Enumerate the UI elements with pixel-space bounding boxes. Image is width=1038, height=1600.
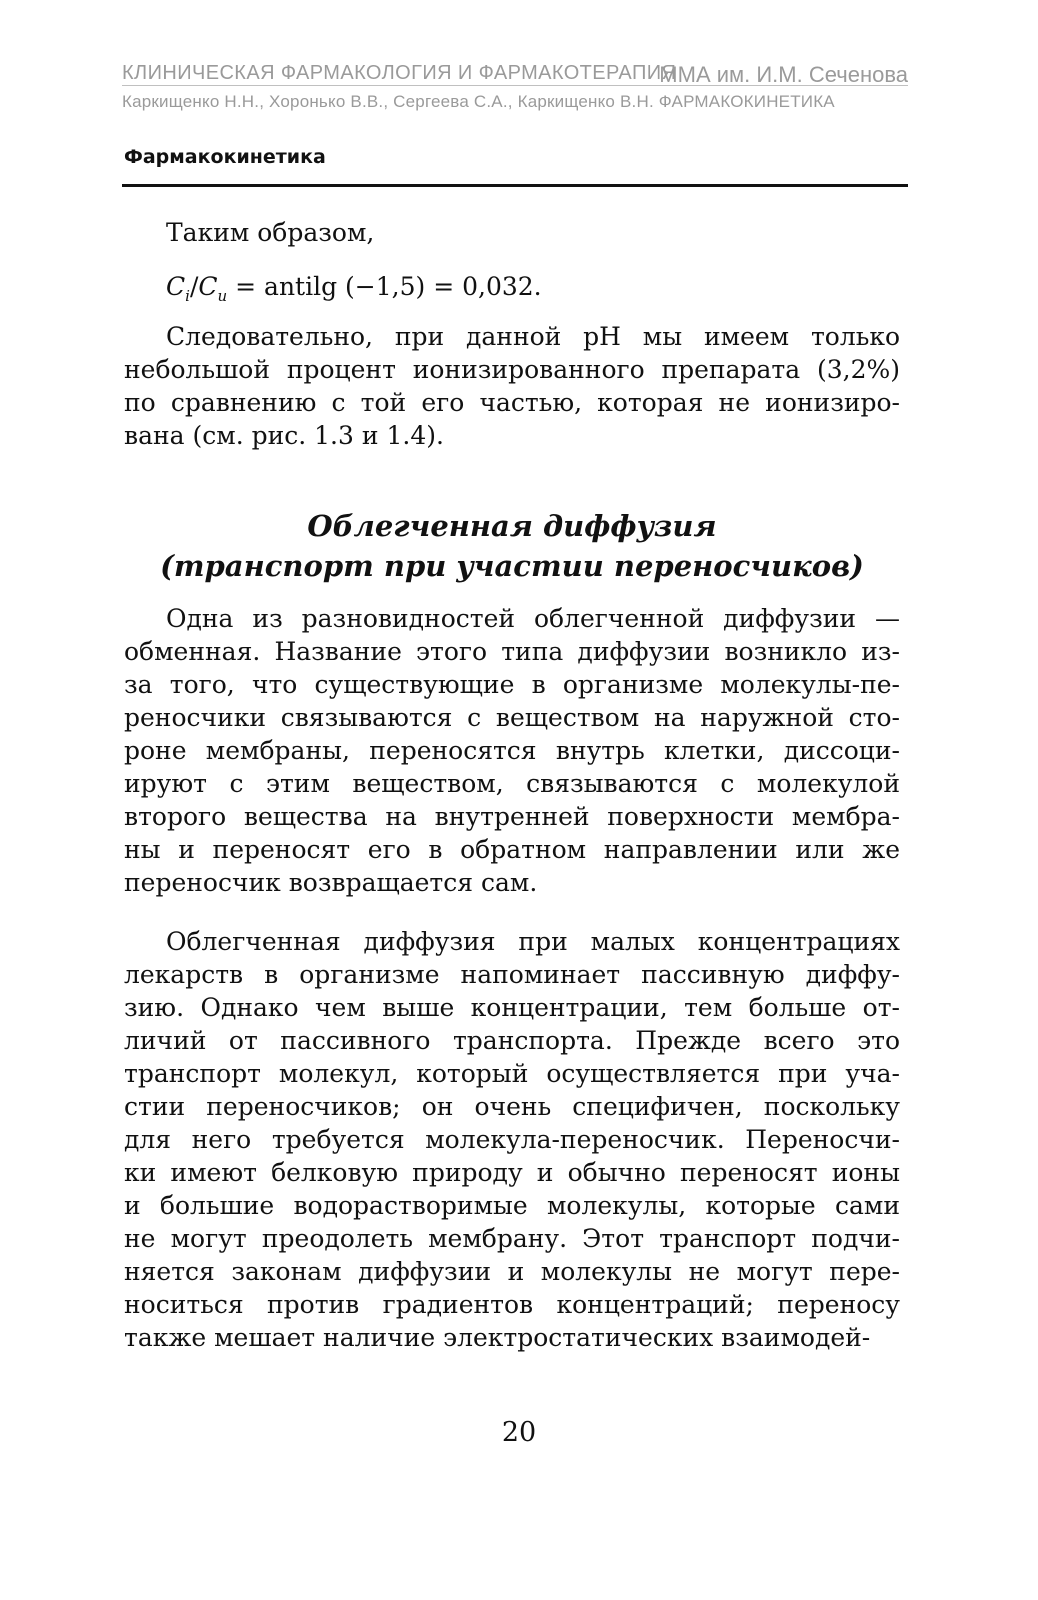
intro-text xyxy=(124,216,900,249)
paragraph-2 xyxy=(124,925,900,1354)
paragraph-1 xyxy=(124,602,900,899)
running-header-top xyxy=(122,62,908,85)
text-line: переносчик возвращается сам. xyxy=(124,868,538,897)
text-line: лекарств в организме напоминает пассивную диффу- xyxy=(124,960,900,989)
text-line: за того, что существующие в организме молекулы-пе- xyxy=(124,670,900,699)
institution-name: ММА им. И.М. Сеченова xyxy=(659,62,908,87)
text-line: няется законам диффузии и молекулы не могут пере- xyxy=(124,1257,900,1286)
text-line: Облегченная диффузия при малых концентрациях xyxy=(166,927,900,956)
conclusion-paragraph xyxy=(124,320,900,452)
formula-denominator-sub: u xyxy=(217,287,228,305)
formula-numerator: C xyxy=(166,272,186,301)
text-line: по сравнению с той его частью, которая не ионизиро- xyxy=(124,388,900,417)
text-line: обменная. Название этого типа диффузии возникло из- xyxy=(124,637,900,666)
ionization-formula: $C_i/C_u$ = antilg (−1,5) = 0,032. xyxy=(166,272,542,305)
page-number: 20 xyxy=(501,1417,537,1448)
text-line: Следовательно, при данной pH мы имеем только xyxy=(166,322,900,351)
text-line: также мешает наличие электростатических взаимодей- xyxy=(124,1323,871,1352)
intro-line: Таким образом, xyxy=(166,218,375,247)
section-title: Фармакокинетика xyxy=(124,146,326,168)
subsection-title-line2: (транспорт при участии переносчиков) xyxy=(160,549,864,583)
formula-numerator-sub: i xyxy=(185,287,190,305)
section-rule xyxy=(122,184,908,187)
formula-denominator: C xyxy=(198,272,218,301)
subsection-title xyxy=(124,506,900,586)
text-line: стии переносчиков; он очень специфичен, поскольку xyxy=(124,1092,900,1121)
header-divider xyxy=(122,85,908,86)
text-line: реносчики связываются с веществом на наружной сто- xyxy=(124,703,900,732)
text-line: транспорт молекул, который осуществляется при уча- xyxy=(124,1059,900,1088)
text-line: не могут преодолеть мембрану. Этот транспорт подчи- xyxy=(124,1224,900,1253)
text-line: Одна из разновидностей облегченной диффузии — xyxy=(166,604,900,633)
text-line: вана (см. рис. 1.3 и 1.4). xyxy=(124,421,444,450)
text-line: носиться против градиентов концентраций; переносу xyxy=(124,1290,900,1319)
text-line: ируют с этим веществом, связываются с молекулой xyxy=(124,769,900,798)
text-line: для него требуется молекула-переносчик. Переносчи- xyxy=(124,1125,900,1154)
text-line: роне мембраны, переносятся внутрь клетки, диссоци- xyxy=(124,736,900,765)
text-line: ны и переносят его в обратном направлении или же xyxy=(124,835,900,864)
text-line: ки имеют белковую природу и обычно переносят ионы xyxy=(124,1158,900,1187)
text-line: небольшой процент ионизированного препарата (3,2%) xyxy=(124,355,900,384)
text-line: зию. Однако чем выше концентрации, тем больше от- xyxy=(124,993,900,1022)
subsection-title-line1: Облегченная диффузия xyxy=(307,509,717,543)
text-line: и большие водорастворимые молекулы, которые сами xyxy=(124,1191,900,1220)
text-line: личий от пассивного транспорта. Прежде всего это xyxy=(124,1026,900,1055)
formula-expression: = antilg (−1,5) = 0,032. xyxy=(227,272,542,301)
text-line: второго вещества на внутренней поверхности мембра- xyxy=(124,802,900,831)
authors-line: Каркищенко Н.Н., Хоронько В.В., Сергеева С.А., Каркищенко В.Н. ФАРМАКОКИНЕТИКА xyxy=(122,92,835,111)
series-title: КЛИНИЧЕСКАЯ ФАРМАКОЛОГИЯ И ФАРМАКОТЕРАПИЯ xyxy=(122,62,677,84)
